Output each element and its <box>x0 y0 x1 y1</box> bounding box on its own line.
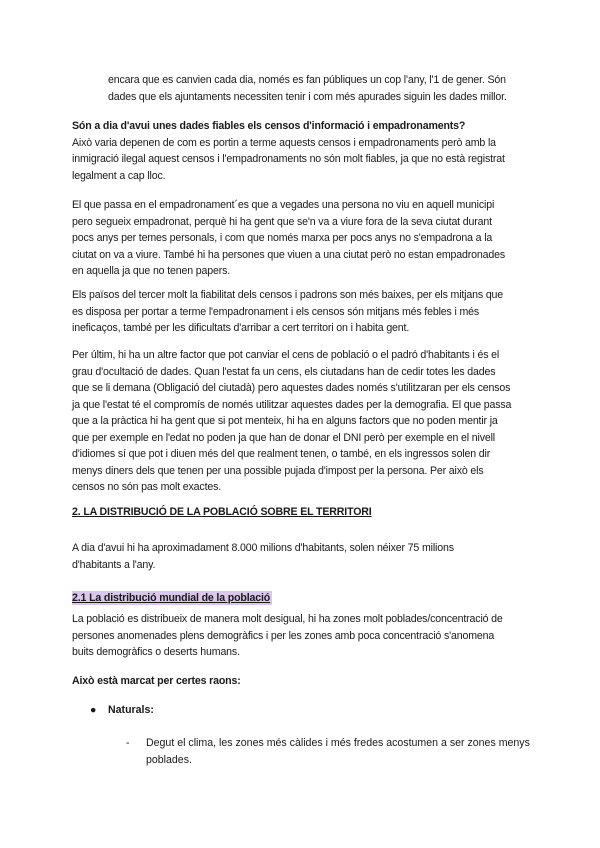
text-line: d'habitants a l'any. <box>72 558 156 571</box>
section-heading: 2. LA DISTRIBUCIÓ DE LA POBLACIÓ SOBRE EL TERRITORI <box>72 506 372 518</box>
reasons-title: Això està marcat per certes raons: <box>72 675 241 687</box>
text-line: buits demogràfics o deserts humans. <box>72 646 240 658</box>
text-line: grau d'ocultació de dades. Quan l'estat fa un cens, els ciutadans han de cedir totes les dades <box>72 365 496 378</box>
question-section <box>72 118 528 184</box>
text-line: ineficaços, també per les dificultats d'arribar a cert territori on i habita gent. <box>72 322 410 334</box>
text-line: censos no són pas molt exactes. <box>72 481 222 493</box>
paragraph-empadronament <box>72 197 528 280</box>
text-line: en aquella ja que no tenen papers. <box>72 265 231 277</box>
text-line: Degut el clima, les zones més càlides i més fredes acostumen a ser zones menys <box>146 737 530 749</box>
text-line: poblades. <box>146 753 192 766</box>
bullet-icon: ● <box>90 704 97 716</box>
question-title: Són a dia d'avui unes dades fiables els censos d'informació i empadronaments? <box>72 120 466 132</box>
text-line: pocs anys per temes personals, i com que només marxa per pocs anys no s'empadrona a la <box>72 232 493 244</box>
dash-icon: - <box>126 737 130 749</box>
bullet-label: Naturals: <box>108 704 154 716</box>
text-line: Els països del tercer molt la fiabilitat dels censos i padrons son més baixes, per els mitjans que <box>72 289 504 301</box>
text-line: dades que els ajuntaments necessiten tenir i com més apurades siguin les dades millor. <box>108 90 507 103</box>
text-line: menys diners dels que tenen per una possible pujada d'impost per la persona. Per això els <box>72 464 484 477</box>
text-line: inmigració ilegal aquest censos i l'empadronaments no són molt fiables, ja que no està registrat <box>72 153 505 165</box>
section-2-1-paragraph <box>72 611 528 661</box>
text-line: es disposa per portar a terme l'empadronament i els censos són mitjans més febles i més <box>72 305 480 318</box>
text-line: encara que es canvien cada dia, només es fan públiques un cop l'any, l'1 de gener. Són <box>108 74 506 86</box>
text-line: A dia d'avui hi ha aproximadament 8.000 milions d'habitants, solen néixer 75 milions <box>72 542 454 554</box>
text-line: legalment a cap lloc. <box>72 169 166 182</box>
text-line: ciutat on va a viure. També hi ha persones que viuen a una ciutat però no estan empadronades <box>72 248 506 261</box>
text-line: La població es distribueix de manera molt desigual, hi ha zones molt poblades/concentració de <box>72 613 503 625</box>
text-line: que per exemple en l'edat no poden ja que han de donar el DNI però per exemple en el nivell <box>72 431 496 444</box>
section-2-1-heading-wrap <box>72 590 528 607</box>
text-line: El que passa en el empadronament´es que a vegades una persona no viu en aquell municipi <box>72 199 495 211</box>
paragraph-ocultacio <box>72 347 528 496</box>
text-line: que a la pràctica hi ha gent que si pot menteix, hi ha en alguns factors que no poden mentir ja <box>72 415 498 427</box>
text-line: ja que l'estat té el compromís de només utilitzar aquestes dades per la demografia. El que passa <box>72 398 512 411</box>
reasons-title-wrap <box>72 673 528 690</box>
text-line: persones anomenades plens demogràfics i per les zones amb poca concentració s'anomena <box>72 629 495 642</box>
text-line: que se li demana (Obligació del ciutadà) pero aquestes dades només s'utilitzaran per els censos <box>72 382 511 394</box>
text-line: pero segueix empadronat, perquè hi ha gent que se'n va a viure fora de la seva ciutat durant <box>72 215 492 228</box>
subsection-heading: 2.1 La distribució mundial de la població <box>72 592 271 604</box>
section-2-paragraph <box>72 540 528 573</box>
text-line: Això varia depenen de com es portin a terme aquests censos i empadronaments però amb la <box>72 136 496 149</box>
bullet-item-naturals <box>90 702 154 719</box>
section-2-heading-wrap <box>72 504 528 521</box>
paragraph-tercer-mon <box>72 287 528 337</box>
intro-paragraph <box>108 72 528 105</box>
text-line: d'idiomes sí que pot i diuen més del que realment tenen, o també, en els ingressos solen dir <box>72 448 491 460</box>
text-line: Per últim, hi ha un altre factor que pot canviar el cens de població o el padró d'habitants i és el <box>72 349 500 361</box>
